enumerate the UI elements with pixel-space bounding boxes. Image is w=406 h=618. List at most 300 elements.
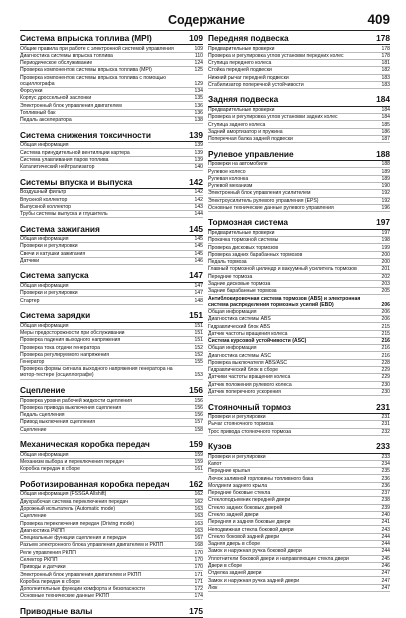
entry-page: 230 <box>381 389 390 396</box>
toc-entry <box>20 67 203 74</box>
entry-title: Датчик поперечного ускорения <box>208 389 281 396</box>
toc-entry <box>20 513 203 520</box>
section-page: 178 <box>376 33 390 43</box>
toc-entry <box>20 528 203 535</box>
section-page: 231 <box>376 401 390 412</box>
toc-entry <box>208 556 390 563</box>
section-page: 233 <box>376 441 390 452</box>
toc-entry <box>20 542 203 549</box>
entry-title: Рычаг стояночного тормоза <box>208 421 274 428</box>
toc-entry <box>208 526 390 533</box>
entry-title: Предварительные проверки <box>208 230 275 237</box>
toc-entry <box>20 337 203 344</box>
toc-entry <box>20 60 203 67</box>
entry-page: 170 <box>194 549 203 556</box>
toc-entry <box>20 102 203 109</box>
entry-page: 234 <box>381 461 390 468</box>
entry-title: Стойка передней подвески <box>208 67 272 74</box>
entry-title: Рулевой механизм <box>208 183 253 190</box>
toc-entry <box>208 82 390 89</box>
entry-page: 171 <box>194 578 203 585</box>
entry-title: Общая информация <box>20 451 69 458</box>
toc-entry <box>208 67 390 74</box>
section-title: Приводные валы <box>20 605 93 616</box>
entry-page: 202 <box>381 273 390 280</box>
section-page: 142 <box>189 176 203 187</box>
entry-title: Привод выключения сцепления <box>20 419 95 426</box>
entry-title: Приводы и датчики <box>20 564 66 571</box>
toc-entry <box>208 45 390 52</box>
page-header <box>20 11 390 31</box>
toc-entry <box>208 53 390 60</box>
toc-entry <box>208 75 390 82</box>
entry-page: 155 <box>194 359 203 366</box>
entry-page: 148 <box>194 297 203 304</box>
toc-entry <box>20 412 203 419</box>
entry-title: Рулевая колонка <box>208 175 249 182</box>
entry-page: 134 <box>194 88 203 95</box>
section-title: Системы впуска и выпуска <box>20 176 133 187</box>
entry-title: Датчики частоты вращения колеса <box>208 374 291 381</box>
entry-page: 125 <box>194 67 203 74</box>
entry-page: 183 <box>381 74 390 81</box>
section-page: 147 <box>189 270 203 281</box>
toc-section <box>20 439 203 473</box>
entry-page: 201 <box>381 266 390 273</box>
toc-entry <box>208 360 390 367</box>
entry-title: Проверка падения выходного напряжения <box>20 337 121 344</box>
entry-page: 247 <box>381 584 390 591</box>
section-title: Тормозная система <box>208 217 288 228</box>
entry-page: 216 <box>381 352 390 359</box>
entry-page: 186 <box>381 128 390 135</box>
toc-entry <box>208 323 390 330</box>
section-heading <box>208 149 390 161</box>
entry-page: 135 <box>194 95 203 102</box>
entry-title: Общая информация <box>20 322 69 329</box>
entry-page: 185 <box>381 121 390 128</box>
entry-page: 231 <box>381 421 390 428</box>
toc-entry <box>208 374 390 381</box>
entry-page: 241 <box>381 519 390 526</box>
entry-page: 182 <box>381 67 390 74</box>
entry-title: Свечи и катушки зажигания <box>20 250 86 257</box>
entry-title: Проверка регулируемого напряжения <box>20 351 110 358</box>
entry-page: 216 <box>381 345 390 352</box>
section-title: Задняя подвеска <box>208 94 279 105</box>
entry-title: Передние крылья <box>208 468 251 475</box>
entry-title: Общая информация <box>20 236 69 243</box>
entry-title: Трос привода стояночного тормоза <box>208 428 292 435</box>
toc-entry <box>208 367 390 374</box>
toc-entry <box>20 157 203 164</box>
entry-page: 231 <box>381 414 390 421</box>
entry-title: Коробка передач в сборе <box>20 578 80 585</box>
toc-entry <box>208 295 390 308</box>
entry-title: Стекло задней двери <box>208 512 259 519</box>
entry-page: 229 <box>381 367 390 374</box>
entry-page: 197 <box>381 230 390 237</box>
toc-section <box>20 130 203 172</box>
toc-entry <box>20 557 203 564</box>
entry-page: 139 <box>194 142 203 149</box>
toc-entry <box>20 359 203 366</box>
toc-section <box>208 402 390 436</box>
entry-page: 205 <box>381 288 390 295</box>
toc-entry <box>20 330 203 337</box>
toc-entry <box>208 468 390 475</box>
toc-entry <box>20 506 203 513</box>
section-heading <box>208 33 390 45</box>
entry-page: 189 <box>381 168 390 175</box>
entry-page: 162 <box>194 491 203 498</box>
entry-title: Педаль тормоза <box>208 259 247 266</box>
section-heading <box>20 33 203 45</box>
section-page: 184 <box>376 94 390 105</box>
entry-page: 206 <box>381 316 390 323</box>
toc-entry <box>208 114 390 121</box>
entry-page: 161 <box>194 466 203 473</box>
toc-entry <box>208 421 390 428</box>
toc-section <box>20 385 203 434</box>
toc-entry <box>208 345 390 352</box>
entry-title: Рулевое колесо <box>208 168 246 175</box>
toc-entry <box>208 244 390 251</box>
toc-entry <box>20 283 203 290</box>
entry-title: Прокачка тормозной системы <box>208 237 279 244</box>
toc-entry <box>20 251 203 258</box>
toc-entry <box>20 593 203 600</box>
entry-title: Общая информация <box>20 142 69 149</box>
entry-page: 244 <box>381 541 390 548</box>
entry-title: Двухрабочая система переключения передач <box>20 498 128 505</box>
entry-page: 183 <box>381 82 390 88</box>
entry-page: 146 <box>194 257 203 264</box>
entry-title: Реле управления РКПП <box>20 549 76 556</box>
toc-entry <box>20 571 203 578</box>
section-title: Система зарядки <box>20 310 91 321</box>
entry-title: Лючок заливной горловины топливного бака <box>208 475 314 482</box>
entry-title: Передние тормоза <box>208 273 253 280</box>
section-title: Передняя подвеска <box>208 33 289 43</box>
toc-entry <box>20 196 203 203</box>
toc-entry <box>208 585 390 592</box>
section-page: 175 <box>189 605 203 616</box>
entry-page: 184 <box>381 107 390 114</box>
toc-entry <box>208 121 390 128</box>
entry-title: Стекло боковой задней двери <box>208 533 280 540</box>
entry-title: Основные технические данные рулевого управления <box>208 204 334 211</box>
entry-page: 216 <box>381 338 390 345</box>
entry-title: Меры предосторожности при обслуживании <box>20 329 125 336</box>
entry-page: 243 <box>381 526 390 533</box>
entry-page: 244 <box>381 548 390 555</box>
entry-title: Датчики <box>20 257 40 264</box>
entry-page: 142 <box>194 189 203 196</box>
entry-title: Каталитический нейтрализатор <box>20 164 95 171</box>
entry-page: 145 <box>194 236 203 243</box>
entry-title: Ступица переднего колеса <box>208 60 272 67</box>
toc-entry <box>20 491 203 498</box>
toc-entry <box>208 563 390 570</box>
entry-page: 156 <box>194 412 203 419</box>
toc-entry <box>20 520 203 527</box>
entry-title: Впускной коллектор <box>20 196 68 203</box>
entry-title: Антиблокировочная система тормозов (ABS) и электронная система распределения тормозных усилий (EBD) <box>208 295 361 308</box>
entry-title: Электронный блок управления двигателем <box>20 102 122 109</box>
entry-title: Форсунки <box>20 88 43 95</box>
toc-entry <box>20 344 203 351</box>
entry-page: 139 <box>194 149 203 156</box>
entry-title: Система улавливания паров топлива <box>20 156 109 163</box>
toc-entry <box>20 45 203 52</box>
entry-page: 163 <box>194 505 203 512</box>
entry-page: 206 <box>381 301 390 308</box>
entry-page: 152 <box>194 351 203 358</box>
toc-entry <box>20 95 203 102</box>
entry-page: 200 <box>381 251 390 258</box>
entry-page: 170 <box>194 556 203 563</box>
entry-title: Стекло задних боковых дверей <box>208 504 283 511</box>
entry-page: 156 <box>194 397 203 404</box>
entry-title: Общая информация <box>208 345 257 352</box>
toc-entry <box>208 429 390 436</box>
entry-page: 235 <box>381 468 390 475</box>
section-title: Кузов <box>208 441 232 452</box>
section-page: 139 <box>189 129 203 140</box>
toc-entry <box>208 331 390 338</box>
entry-page: 203 <box>381 281 390 288</box>
entry-title: Генератор <box>20 359 45 366</box>
entry-title: Общая информация (FSSGA Allshift) <box>20 491 107 498</box>
toc-section <box>20 177 203 219</box>
entry-title: Датчик положения рулевого колеса <box>208 381 292 388</box>
entry-page: 170 <box>194 564 203 571</box>
entry-page: 139 <box>194 156 203 163</box>
entry-page: 239 <box>381 504 390 511</box>
toc-section <box>208 441 390 592</box>
entry-title: Задний амортизатор и пружина <box>208 128 283 135</box>
toc-entry <box>208 237 390 244</box>
entry-title: Проверки и регулировки <box>208 453 266 460</box>
section-heading <box>20 177 203 189</box>
entry-page: 188 <box>381 161 390 168</box>
toc-entry <box>20 189 203 196</box>
entry-title: Проверка и регулировка углов установки передних колес <box>208 52 344 59</box>
toc-entry <box>20 366 203 379</box>
toc-entry <box>20 405 203 412</box>
entry-page: 147 <box>194 283 203 290</box>
entry-title: Корпус дроссельной заслонки <box>20 95 92 102</box>
toc-entry <box>208 570 390 577</box>
entry-page: 140 <box>194 164 203 171</box>
entry-page: 163 <box>194 520 203 527</box>
entry-page: 110 <box>194 52 203 59</box>
toc-entry <box>20 579 203 586</box>
section-heading <box>20 270 203 282</box>
entry-page: 232 <box>381 428 390 435</box>
entry-title: Двери в сборе <box>208 562 243 569</box>
section-page: 109 <box>189 33 203 43</box>
toc-entry <box>20 586 203 593</box>
toc-entry <box>208 176 390 183</box>
toc-section <box>20 224 203 266</box>
entry-page: 156 <box>194 404 203 411</box>
entry-title: Передние боковые стекла <box>208 490 271 497</box>
entry-page: 247 <box>381 570 390 577</box>
entry-page: 144 <box>194 211 203 218</box>
entry-page: 198 <box>381 237 390 244</box>
entry-title: Задние барабанные тормоза <box>208 288 277 295</box>
entry-title: Система курсовой устойчивости (ASC) <box>208 338 307 345</box>
toc-entry <box>208 198 390 205</box>
entry-page: 192 <box>381 197 390 204</box>
toc-column-right <box>208 32 390 592</box>
entry-page: 178 <box>381 45 390 52</box>
entry-page: 174 <box>194 593 203 600</box>
section-page: 151 <box>189 310 203 321</box>
entry-page: 215 <box>381 330 390 337</box>
toc-entry <box>208 483 390 490</box>
entry-page: 230 <box>381 381 390 388</box>
toc-entry <box>20 535 203 542</box>
entry-page: 192 <box>381 190 390 197</box>
entry-title: Стабилизатор поперечной устойчивости <box>208 82 304 88</box>
toc-entry <box>208 107 390 114</box>
entry-title: Диагностика РКПП <box>20 527 65 534</box>
entry-page: 247 <box>381 577 390 584</box>
entry-title: Сцепление <box>20 426 47 433</box>
section-page: 156 <box>189 384 203 395</box>
entry-title: Проверки и регулировки <box>20 290 78 297</box>
section-title: Система зажигания <box>20 223 100 234</box>
section-heading <box>208 441 390 453</box>
toc-entry <box>20 142 203 149</box>
entry-title: Главный тормозной цилиндр и вакуумный усилитель тормозов <box>208 266 357 273</box>
toc-entry <box>208 205 390 212</box>
entry-title: Механизм выбора и переключения передач <box>20 459 124 466</box>
toc-entry <box>208 548 390 555</box>
entry-title: Электронный блок управления двигателем и РКПП <box>20 571 142 578</box>
section-title: Система запуска <box>20 270 89 281</box>
entry-page: 238 <box>381 497 390 504</box>
toc-entry <box>208 338 390 345</box>
entry-page: 190 <box>381 183 390 190</box>
toc-entry <box>208 252 390 259</box>
toc-entry <box>208 274 390 281</box>
entry-page: 240 <box>381 512 390 519</box>
entry-title: Отделка задней двери <box>208 570 262 577</box>
section-page: 188 <box>376 148 390 159</box>
toc-entry <box>20 204 203 211</box>
entry-page: 184 <box>381 114 390 121</box>
toc-entry <box>208 454 390 461</box>
toc-entry <box>20 397 203 404</box>
entry-title: Проверка привода выключения сцепления <box>20 404 122 411</box>
toc-entry <box>20 564 203 571</box>
toc-entry <box>208 534 390 541</box>
entry-page: 237 <box>381 490 390 497</box>
toc-entry <box>208 497 390 504</box>
entry-title: Замок и наружная ручка боковой двери <box>208 548 302 555</box>
entry-page: 153 <box>194 372 203 379</box>
section-title: Система снижения токсичности <box>20 129 151 140</box>
entry-title: Проверка уровня рабочей жидкости сцепления <box>20 397 132 404</box>
entry-title: Поперечная балка задней подвески <box>208 136 293 143</box>
section-heading <box>208 217 390 229</box>
entry-page: 159 <box>194 451 203 458</box>
toc-entry <box>208 288 390 295</box>
section-title: Система впрыска топлива (MPI) <box>20 33 152 43</box>
toc-entry <box>208 266 390 273</box>
toc-section <box>20 33 203 124</box>
entry-title: Стартер <box>20 297 40 304</box>
entry-page: 163 <box>194 527 203 534</box>
entry-page: 162 <box>194 498 203 505</box>
toc-section <box>208 217 390 396</box>
entry-title: Проверка формы сигнала выходного напряжения генератора на мотор-тестере (осциллографе) <box>20 366 173 379</box>
entry-page: 206 <box>381 308 390 315</box>
toc-entry <box>20 117 203 124</box>
entry-page: 187 <box>381 136 390 143</box>
entry-title: Общие правила при работе с электронной системой управления <box>20 45 174 52</box>
toc-entry <box>20 53 203 60</box>
entry-page: 157 <box>194 419 203 426</box>
entry-title: Молдинги заднего крыла <box>208 482 268 489</box>
entry-title: Проверки и регулировки <box>208 414 266 421</box>
entry-title: Гидравлический блок ABS <box>208 323 271 330</box>
section-title: Роботизированная коробка передач <box>20 478 170 489</box>
entry-page: 199 <box>381 244 390 251</box>
entry-title: Специальные функции сцепления и передач <box>20 535 127 542</box>
entry-title: Задняя дверь в сборе <box>208 541 261 548</box>
entry-page: 246 <box>381 562 390 569</box>
entry-page: 145 <box>194 243 203 250</box>
entry-title: Нижний рычаг передней подвески <box>208 74 289 81</box>
entry-page: 168 <box>194 542 203 549</box>
toc-entry <box>20 459 203 466</box>
entry-page: 124 <box>194 60 203 67</box>
toc-entry <box>208 519 390 526</box>
entry-title: Электронный блок управления усилителем <box>208 190 311 197</box>
section-page: 197 <box>376 217 390 228</box>
toc-entry <box>20 323 203 330</box>
entry-page: 143 <box>194 203 203 210</box>
entry-title: Проверка компонентов системы впрыска топлива с помощью осциллографа <box>20 74 166 87</box>
entry-title: Трубы системы выпуска и глушитель <box>20 211 108 218</box>
page-number: 409 <box>367 12 390 27</box>
toc-section <box>20 606 203 618</box>
entry-title: Топливный бак <box>20 109 56 116</box>
entry-page: 142 <box>194 196 203 203</box>
toc-entry <box>208 382 390 389</box>
entry-page: 129 <box>194 80 203 87</box>
toc-entry <box>20 466 203 473</box>
toc-section <box>20 310 203 379</box>
toc-entry <box>208 414 390 421</box>
entry-title: Диагностика системы впрыска топлива <box>20 52 113 59</box>
entry-page: 171 <box>194 571 203 578</box>
entry-page: 229 <box>381 374 390 381</box>
toc-entry <box>20 290 203 297</box>
entry-page: 236 <box>381 482 390 489</box>
section-page: 159 <box>189 439 203 450</box>
entry-page: 181 <box>381 60 390 67</box>
entry-page: 236 <box>381 475 390 482</box>
entry-title: Диагностика системы ASC <box>208 352 272 359</box>
toc-entry <box>208 352 390 359</box>
toc-column-left <box>20 32 203 618</box>
